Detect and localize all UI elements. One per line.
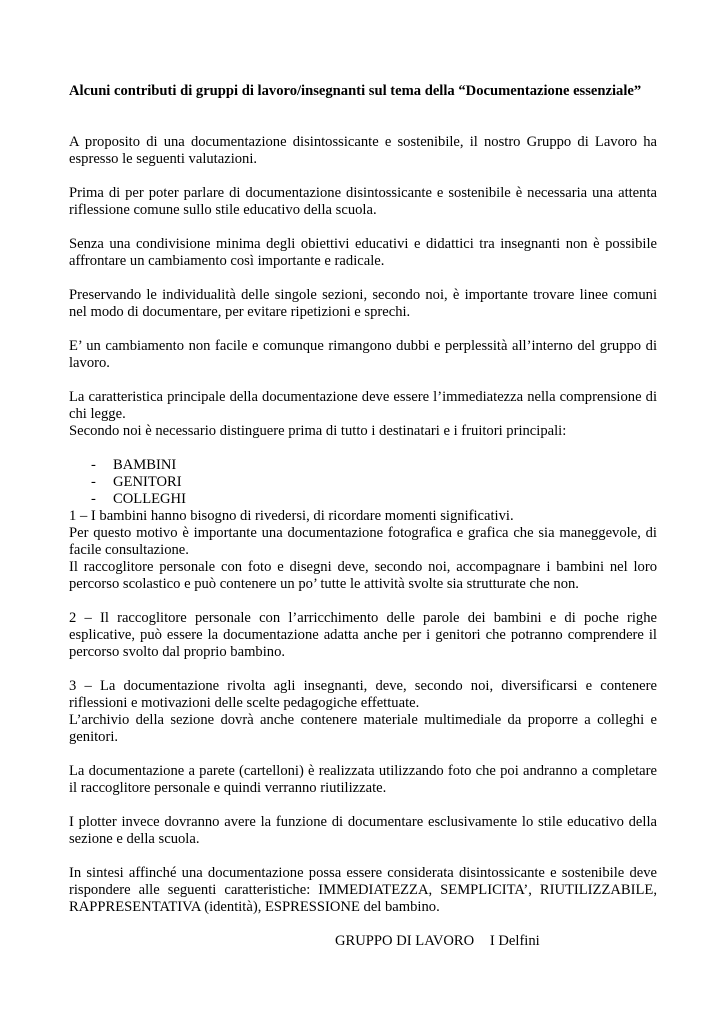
paragraph-wall-documentation: La documentazione a parete (cartelloni) è realizzata utilizzando foto che poi andranno a completare il raccoglitore personale e quindi verranno riutilizzate. <box>69 763 657 796</box>
paragraph-intro: A proposito di una documentazione disintossicante e sostenibile, il nostro Gruppo di Lavoro ha espresso le seguenti valutazioni. <box>69 134 657 167</box>
recipients-list <box>69 457 657 508</box>
paragraph-recipients-intro: Secondo noi è necessario distinguere prima di tutto i destinatari e i fruitori principali: <box>69 423 567 439</box>
list-item <box>69 474 657 491</box>
list-item <box>69 491 657 508</box>
paragraph-reflection: Prima di per poter parlare di documentazione disintossicante e sostenibile è necessaria una attenta riflessione comune sullo stile educativo della scuola. <box>69 185 657 218</box>
paragraph-individuality: Preservando le individualità delle singole sezioni, secondo noi, è importante trovare linee comuni nel modo di documentare, per evitare ripetizioni e sprechi. <box>69 287 657 320</box>
section3-teachers: 3 – La documentazione rivolta agli insegnanti, deve, secondo noi, diversificarsi e contenere riflessioni e motivazioni delle scelte pedagogiche effettuate. <box>69 678 657 711</box>
list-item-label: COLLEGHI <box>113 491 186 507</box>
signature-group: GRUPPO DI LAVORO <box>335 933 475 949</box>
section1-children: 1 – I bambini hanno bisogno di rivedersi, di ricordare momenti significativi. <box>69 508 514 524</box>
section1-personal-binder: Il raccoglitore personale con foto e disegni deve, secondo noi, accompagnare i bambini nel loro percorso scolastico e può contenere un po’ tutte le attività svolte sia strutturate che non. <box>69 559 657 592</box>
signature-name: I Delfini <box>489 933 540 949</box>
section2-parents: 2 – Il raccoglitore personale con l’arricchimento delle parole dei bambini e di poche righe esplicative, può essere la documentazione adatta anche per i genitori che potranno comprendere il percorso svolto dal proprio bambino. <box>69 610 657 660</box>
document-page <box>69 83 657 950</box>
list-dash: - <box>91 474 96 490</box>
list-item <box>69 457 657 474</box>
signature <box>69 933 657 950</box>
paragraph-doubts: E’ un cambiamento non facile e comunque rimangono dubbi e perplessità all’interno del gruppo di lavoro. <box>69 338 657 371</box>
list-item-label: GENITORI <box>113 474 182 490</box>
paragraph-plotter: I plotter invece dovranno avere la funzione di documentare esclusivamente lo stile educativo della sezione e della scuola. <box>69 814 657 847</box>
paragraph-sharing: Senza una condivisione minima degli obiettivi educativi e didattici tra insegnanti non è possibile affrontare un cambiamento così importante e radicale. <box>69 236 657 269</box>
document-title: Alcuni contributi di gruppi di lavoro/insegnanti sul tema della “Documentazione essenziale” <box>69 83 642 99</box>
paragraph-summary: In sintesi affinché una documentazione possa essere considerata disintossicante e sostenibile deve rispondere alle seguenti caratteristiche: IMMEDIATEZZA, SEMPLICITA’, RIUTILIZZABILE, RAPPRESENTATIVA (identità), ESPRESSIONE del bambino. <box>69 865 657 915</box>
paragraph-immediacy: La caratteristica principale della documentazione deve essere l’immediatezza nella comprensione di chi legge. <box>69 389 657 422</box>
list-dash: - <box>91 457 96 473</box>
section1-photo-documentation: Per questo motivo è importante una documentazione fotografica e grafica che sia maneggevole, di facile consultazione. <box>69 525 657 558</box>
section3-archive: L’archivio della sezione dovrà anche contenere materiale multimediale da proporre a colleghi e genitori. <box>69 712 657 745</box>
list-item-label: BAMBINI <box>113 457 177 473</box>
list-dash: - <box>91 491 96 507</box>
